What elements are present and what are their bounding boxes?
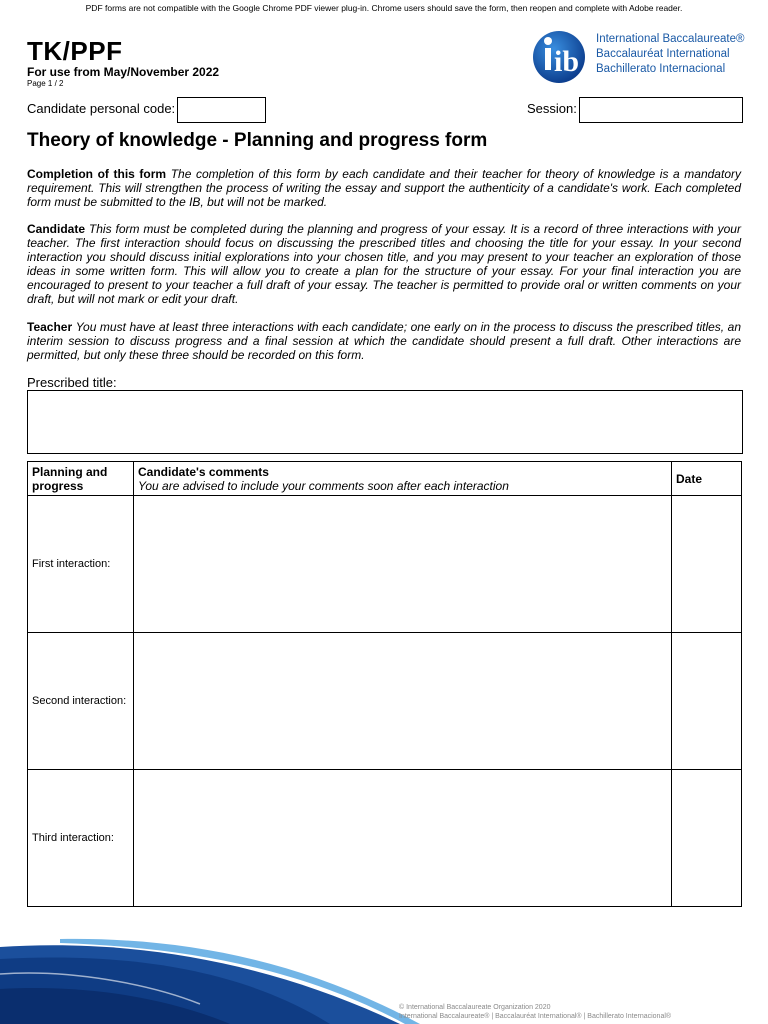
planning-table: [27, 461, 742, 907]
table-row: [28, 633, 742, 770]
personal-code-label: Candidate personal code:: [27, 101, 176, 116]
first-comments-field[interactable]: [134, 496, 672, 633]
logo-line-en: International Baccalaureate®: [596, 33, 745, 45]
logo-line-fr: Baccalauréat International: [596, 48, 730, 60]
logo-mark-letters: ib: [554, 45, 580, 78]
row-label-second: Second interaction:: [28, 633, 134, 770]
page-number: Page 1 / 2: [27, 79, 64, 88]
session-field[interactable]: [579, 97, 743, 123]
candidate-heading: Candidate: [27, 222, 86, 236]
third-comments-field[interactable]: [134, 770, 672, 907]
session-label: Session:: [527, 101, 577, 116]
row-label-first: First interaction:: [28, 496, 134, 633]
personal-code-field[interactable]: [177, 97, 266, 123]
table-header-row: [28, 462, 742, 496]
col-header-comments: [134, 462, 672, 496]
completion-text: The completion of this form by each candidate and their teacher for theory of knowledge is a mandatory requirement. This will strengthen the process of writing the essay and support the authenticity of a candidate's work. Each completed form must be submitted to the IB, but will not be marked.: [27, 167, 741, 209]
col-header-planning: Planning and progress: [28, 462, 134, 496]
col-header-date: Date: [672, 462, 742, 496]
use-from-text: For use from May/November 2022: [27, 65, 220, 79]
copyright-line: © International Baccalaureate Organization 2020: [399, 1004, 551, 1011]
ib-logo-text: [596, 32, 744, 77]
teacher-paragraph: [27, 320, 741, 362]
completion-heading: Completion of this form: [27, 167, 167, 181]
third-date-field[interactable]: [672, 770, 742, 907]
candidate-paragraph: [27, 222, 741, 306]
second-comments-field[interactable]: [134, 633, 672, 770]
prescribed-title-label: Prescribed title:: [27, 375, 117, 390]
row-label-third: Third interaction:: [28, 770, 134, 907]
logo-line-es: Bachillerato Internacional: [596, 63, 726, 75]
trademark-line: International Baccalaureate® | Baccalauréat International® | Bachillerato Internacional®: [399, 1013, 672, 1020]
footer-wave-graphic: [0, 929, 768, 1024]
first-date-field[interactable]: [672, 496, 742, 633]
form-code: TK/PPF: [27, 36, 123, 66]
page-title: Theory of knowledge - Planning and progress form: [27, 130, 488, 151]
teacher-heading: Teacher: [27, 320, 73, 334]
table-row: [28, 770, 742, 907]
candidate-text: This form must be completed during the planning and progress of your essay. It is a record of three interactions with your teacher. The first interaction should focus on discussing the prescribed titles and choosing the title for your essay. In your second interaction you should discuss initial explorations into your chosen title, and you may present to your teacher an exploration of those ideas in some written form. This will allow you to create a plan for the structure of your essay. For your final interaction you are encouraged to present to your teacher a full draft of your essay. The teacher is permitted to provide oral or written comments on your draft, but will not mark or edit your draft.: [27, 222, 741, 306]
chrome-notice: PDF forms are not compatible with the Google Chrome PDF viewer plug-in. Chrome users should save the form, then reopen and complete with Adobe reader.: [85, 3, 683, 13]
second-date-field[interactable]: [672, 633, 742, 770]
ib-logo-icon: [530, 27, 588, 85]
teacher-text: You must have at least three interactions with each candidate; one early on in the process to discuss the prescribed titles, an interim session to discuss progress and a final session at which the candidate should present a full draft. Other interactions are permitted, but only these three should be recorded on this form.: [27, 320, 741, 362]
prescribed-title-field[interactable]: [27, 390, 743, 454]
comments-subheader: You are advised to include your comments soon after each interaction: [138, 478, 509, 493]
comments-header: Candidate's comments: [138, 464, 269, 479]
table-row: [28, 496, 742, 633]
completion-paragraph: [27, 167, 741, 209]
